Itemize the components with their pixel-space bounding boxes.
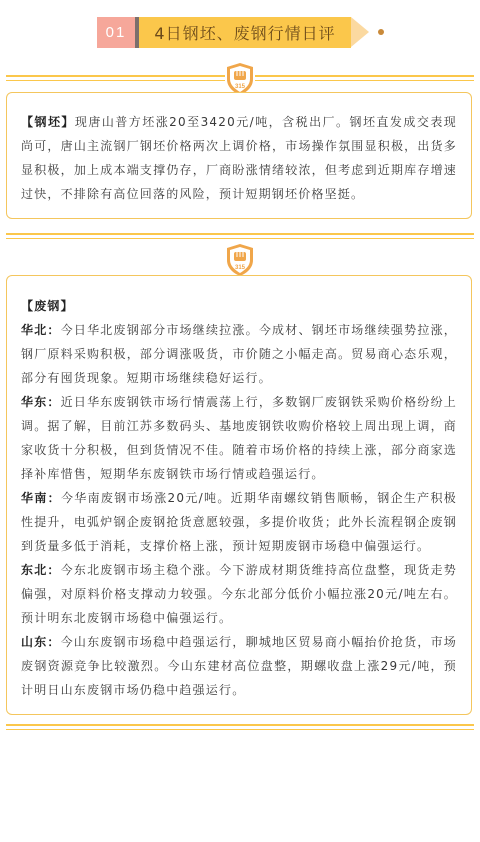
section-number: 01 [97, 17, 135, 48]
region-name: 华北： [21, 323, 61, 337]
region-paragraph [21, 630, 457, 702]
billet-label: 【钢坯】 [21, 115, 75, 129]
badge-text: 315 [234, 265, 246, 271]
fist-badge-icon [225, 62, 255, 96]
scrap-card [6, 275, 472, 715]
badge-text: 315 [234, 84, 246, 90]
region-text: 近日华东废钢铁市场行情震荡上行，多数钢厂废钢铁采购价格纷纷上调。据了解，目前江苏多数码头、基地废钢铁收购价格较上周出现上调，商家收货十分积极，但到货情况不佳。随着市场价格的持续上涨，部分商家选择补库惜售，短期华东废钢铁市场行情或趋强运行。 [21, 395, 457, 481]
region-text: 今山东废钢市场稳中趋强运行，聊城地区贸易商小幅抬价抢货，市场废钢资源竞争比较激烈。今山东建材高位盘整，期螺收盘上涨29元/吨，预计明日山东废钢市场仍稳中趋强运行。 [21, 635, 457, 697]
banner-dot-icon [378, 29, 384, 35]
scrap-heading: 【废钢】 [21, 299, 74, 313]
region-paragraph [21, 558, 457, 630]
fist-badge-icon [225, 243, 255, 277]
region-name: 华东： [21, 395, 61, 409]
region-paragraph [21, 318, 457, 390]
banner-arrow-icon [351, 17, 369, 47]
region-text: 今华南废钢市场涨20元/吨。近期华南螺纹销售顺畅，钢企生产积极性提升，电弧炉钢企废钢抢货意愿较强，多提价收货；此外长流程钢企废钢到货量多低于消耗，支撑价格上涨，预计短期废钢市场稳中偏强运行。 [21, 491, 457, 553]
divider-rule [6, 722, 474, 736]
region-name: 东北： [21, 563, 61, 577]
region-paragraph [21, 486, 457, 558]
region-name: 华南： [21, 491, 61, 505]
region-text: 今日华北废钢部分市场继续拉涨。今成材、钢坯市场继续强势拉涨，钢厂原料采购积极，部分调涨吸货，市价随之小幅走高。贸易商心态乐观，部分有囤货现象。短期市场继续稳好运行。 [21, 323, 457, 385]
region-text: 今东北废钢市场主稳个涨。今下游成材期货维持高位盘整，现货走势偏强，对原料价格支撑动力较强。今东北部分低价小幅拉涨20元/吨左右。预计明东北废钢市场稳中偏强运行。 [21, 563, 457, 625]
billet-paragraph [21, 110, 457, 206]
region-paragraph [21, 390, 457, 486]
billet-card [6, 92, 472, 219]
section-title: 4日钢坯、废钢行情日评 [139, 17, 351, 48]
billet-text: 现唐山普方坯涨20至3420元/吨，含税出厂。钢坯直发成交表现尚可，唐山主流钢厂钢坯价格两次上调价格，市场操作氛围显积极，出货多显积极，加上成本端支撑仍存，厂商盼涨情绪较浓，但考虑到近期库存增速过快，不排除有高位回落的风险，预计短期钢坯价格坚挺。 [21, 115, 457, 201]
region-name: 山东： [21, 635, 61, 649]
